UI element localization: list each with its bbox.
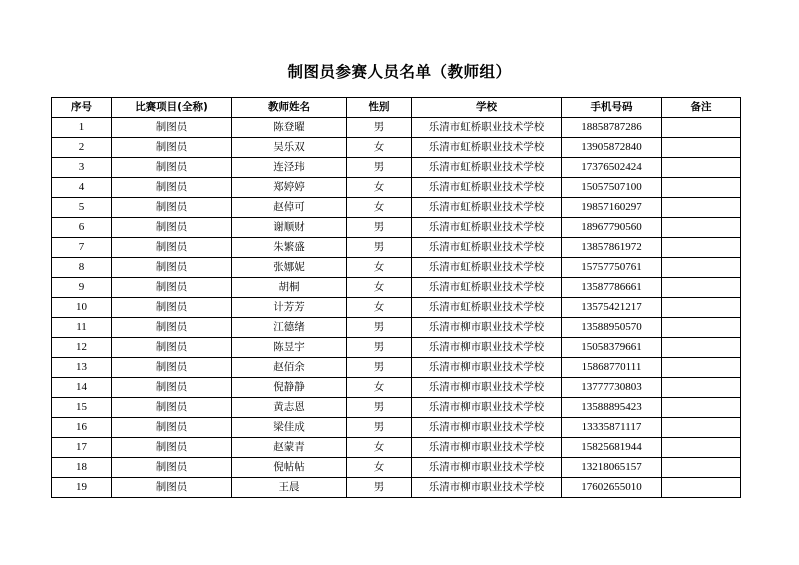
cell-no: 11	[52, 318, 112, 338]
cell-note	[662, 218, 741, 238]
cell-no: 19	[52, 478, 112, 498]
cell-event: 制图员	[112, 478, 232, 498]
cell-no: 18	[52, 458, 112, 478]
header-name: 教师姓名	[232, 98, 347, 118]
table-row	[52, 418, 741, 438]
cell-gender: 女	[347, 278, 412, 298]
cell-phone: 15757750761	[562, 258, 662, 278]
cell-name: 倪静静	[232, 378, 347, 398]
table-row	[52, 358, 741, 378]
cell-no: 13	[52, 358, 112, 378]
cell-gender: 男	[347, 358, 412, 378]
page-title: 制图员参赛人员名单（教师组）	[287, 63, 512, 81]
cell-name: 朱繁盛	[232, 238, 347, 258]
cell-name: 计芳芳	[232, 298, 347, 318]
cell-name: 王晨	[232, 478, 347, 498]
cell-phone: 15058379661	[562, 338, 662, 358]
cell-gender: 女	[347, 438, 412, 458]
cell-event: 制图员	[112, 318, 232, 338]
teacher-roster-table	[51, 97, 741, 498]
header-phone: 手机号码	[562, 98, 662, 118]
table-row	[52, 158, 741, 178]
header-note: 备注	[662, 98, 741, 118]
cell-no: 17	[52, 438, 112, 458]
cell-no: 9	[52, 278, 112, 298]
cell-note	[662, 478, 741, 498]
header-no: 序号	[52, 98, 112, 118]
cell-no: 5	[52, 198, 112, 218]
cell-name: 张娜妮	[232, 258, 347, 278]
cell-phone: 13335871117	[562, 418, 662, 438]
cell-event: 制图员	[112, 238, 232, 258]
table-row	[52, 438, 741, 458]
table-row	[52, 258, 741, 278]
cell-gender: 男	[347, 218, 412, 238]
cell-note	[662, 418, 741, 438]
cell-note	[662, 238, 741, 258]
cell-event: 制图员	[112, 378, 232, 398]
header-gender: 性别	[347, 98, 412, 118]
cell-event: 制图员	[112, 218, 232, 238]
table-row	[52, 138, 741, 158]
table-row	[52, 218, 741, 238]
cell-school: 乐清市柳市职业技术学校	[412, 338, 562, 358]
cell-school: 乐清市虹桥职业技术学校	[412, 218, 562, 238]
cell-school: 乐清市虹桥职业技术学校	[412, 238, 562, 258]
table-row	[52, 198, 741, 218]
cell-gender: 女	[347, 298, 412, 318]
table-row	[52, 338, 741, 358]
cell-school: 乐清市虹桥职业技术学校	[412, 258, 562, 278]
cell-no: 1	[52, 118, 112, 138]
cell-phone: 15825681944	[562, 438, 662, 458]
cell-note	[662, 358, 741, 378]
cell-gender: 女	[347, 258, 412, 278]
cell-note	[662, 258, 741, 278]
cell-school: 乐清市虹桥职业技术学校	[412, 158, 562, 178]
cell-gender: 男	[347, 338, 412, 358]
cell-phone: 18967790560	[562, 218, 662, 238]
cell-school: 乐清市柳市职业技术学校	[412, 398, 562, 418]
cell-note	[662, 138, 741, 158]
table-row	[52, 278, 741, 298]
cell-name: 梁佳成	[232, 418, 347, 438]
cell-note	[662, 298, 741, 318]
cell-name: 赵倬可	[232, 198, 347, 218]
cell-gender: 男	[347, 418, 412, 438]
table-row	[52, 238, 741, 258]
cell-name: 吴乐双	[232, 138, 347, 158]
cell-phone: 17602655010	[562, 478, 662, 498]
cell-no: 15	[52, 398, 112, 418]
cell-gender: 女	[347, 198, 412, 218]
cell-phone: 13588950570	[562, 318, 662, 338]
cell-phone: 13587786661	[562, 278, 662, 298]
cell-name: 连泾玮	[232, 158, 347, 178]
cell-name: 黄志恩	[232, 398, 347, 418]
cell-gender: 男	[347, 158, 412, 178]
cell-phone: 17376502424	[562, 158, 662, 178]
cell-name: 谢顺财	[232, 218, 347, 238]
cell-event: 制图员	[112, 178, 232, 198]
cell-no: 6	[52, 218, 112, 238]
cell-phone: 18858787286	[562, 118, 662, 138]
cell-phone: 15057507100	[562, 178, 662, 198]
cell-phone: 15868770111	[562, 358, 662, 378]
cell-phone: 13575421217	[562, 298, 662, 318]
cell-event: 制图员	[112, 438, 232, 458]
cell-name: 陈登曜	[232, 118, 347, 138]
cell-school: 乐清市虹桥职业技术学校	[412, 178, 562, 198]
cell-gender: 男	[347, 238, 412, 258]
cell-gender: 男	[347, 398, 412, 418]
cell-school: 乐清市柳市职业技术学校	[412, 358, 562, 378]
cell-no: 2	[52, 138, 112, 158]
cell-note	[662, 158, 741, 178]
cell-gender: 男	[347, 118, 412, 138]
cell-school: 乐清市柳市职业技术学校	[412, 378, 562, 398]
cell-school: 乐清市虹桥职业技术学校	[412, 298, 562, 318]
cell-phone: 13218065157	[562, 458, 662, 478]
cell-name: 江德绪	[232, 318, 347, 338]
cell-note	[662, 198, 741, 218]
header-event: 比赛项目(全称)	[112, 98, 232, 118]
cell-no: 12	[52, 338, 112, 358]
cell-event: 制图员	[112, 198, 232, 218]
cell-no: 16	[52, 418, 112, 438]
cell-note	[662, 278, 741, 298]
cell-no: 14	[52, 378, 112, 398]
cell-note	[662, 118, 741, 138]
cell-note	[662, 178, 741, 198]
cell-gender: 男	[347, 318, 412, 338]
table-row	[52, 118, 741, 138]
header-school: 学校	[412, 98, 562, 118]
cell-note	[662, 458, 741, 478]
cell-event: 制图员	[112, 258, 232, 278]
cell-event: 制图员	[112, 158, 232, 178]
cell-phone: 13857861972	[562, 238, 662, 258]
cell-name: 赵佰余	[232, 358, 347, 378]
cell-note	[662, 378, 741, 398]
cell-name: 倪帖帖	[232, 458, 347, 478]
table-row	[52, 478, 741, 498]
cell-no: 3	[52, 158, 112, 178]
cell-gender: 女	[347, 458, 412, 478]
cell-gender: 女	[347, 138, 412, 158]
cell-phone: 19857160297	[562, 198, 662, 218]
cell-school: 乐清市柳市职业技术学校	[412, 318, 562, 338]
cell-event: 制图员	[112, 298, 232, 318]
cell-school: 乐清市虹桥职业技术学校	[412, 118, 562, 138]
cell-event: 制图员	[112, 398, 232, 418]
cell-no: 4	[52, 178, 112, 198]
cell-gender: 女	[347, 178, 412, 198]
cell-event: 制图员	[112, 458, 232, 478]
cell-school: 乐清市柳市职业技术学校	[412, 478, 562, 498]
cell-note	[662, 338, 741, 358]
cell-school: 乐清市虹桥职业技术学校	[412, 278, 562, 298]
cell-school: 乐清市柳市职业技术学校	[412, 438, 562, 458]
cell-event: 制图员	[112, 118, 232, 138]
table-row	[52, 378, 741, 398]
cell-no: 8	[52, 258, 112, 278]
table-row	[52, 318, 741, 338]
cell-name: 郑婷婷	[232, 178, 347, 198]
cell-note	[662, 438, 741, 458]
cell-no: 7	[52, 238, 112, 258]
cell-gender: 男	[347, 478, 412, 498]
cell-school: 乐清市虹桥职业技术学校	[412, 138, 562, 158]
table-row	[52, 178, 741, 198]
table-row	[52, 458, 741, 478]
cell-name: 赵蒙青	[232, 438, 347, 458]
table-row	[52, 298, 741, 318]
cell-event: 制图员	[112, 358, 232, 378]
cell-phone: 13588895423	[562, 398, 662, 418]
cell-event: 制图员	[112, 138, 232, 158]
cell-name: 陈昱宇	[232, 338, 347, 358]
cell-event: 制图员	[112, 418, 232, 438]
table-header-row	[52, 98, 741, 118]
cell-note	[662, 398, 741, 418]
cell-event: 制图员	[112, 278, 232, 298]
cell-name: 胡桐	[232, 278, 347, 298]
cell-phone: 13905872840	[562, 138, 662, 158]
cell-school: 乐清市柳市职业技术学校	[412, 418, 562, 438]
cell-event: 制图员	[112, 338, 232, 358]
cell-gender: 女	[347, 378, 412, 398]
cell-no: 10	[52, 298, 112, 318]
cell-note	[662, 318, 741, 338]
cell-phone: 13777730803	[562, 378, 662, 398]
cell-school: 乐清市柳市职业技术学校	[412, 458, 562, 478]
table-row	[52, 398, 741, 418]
cell-school: 乐清市虹桥职业技术学校	[412, 198, 562, 218]
